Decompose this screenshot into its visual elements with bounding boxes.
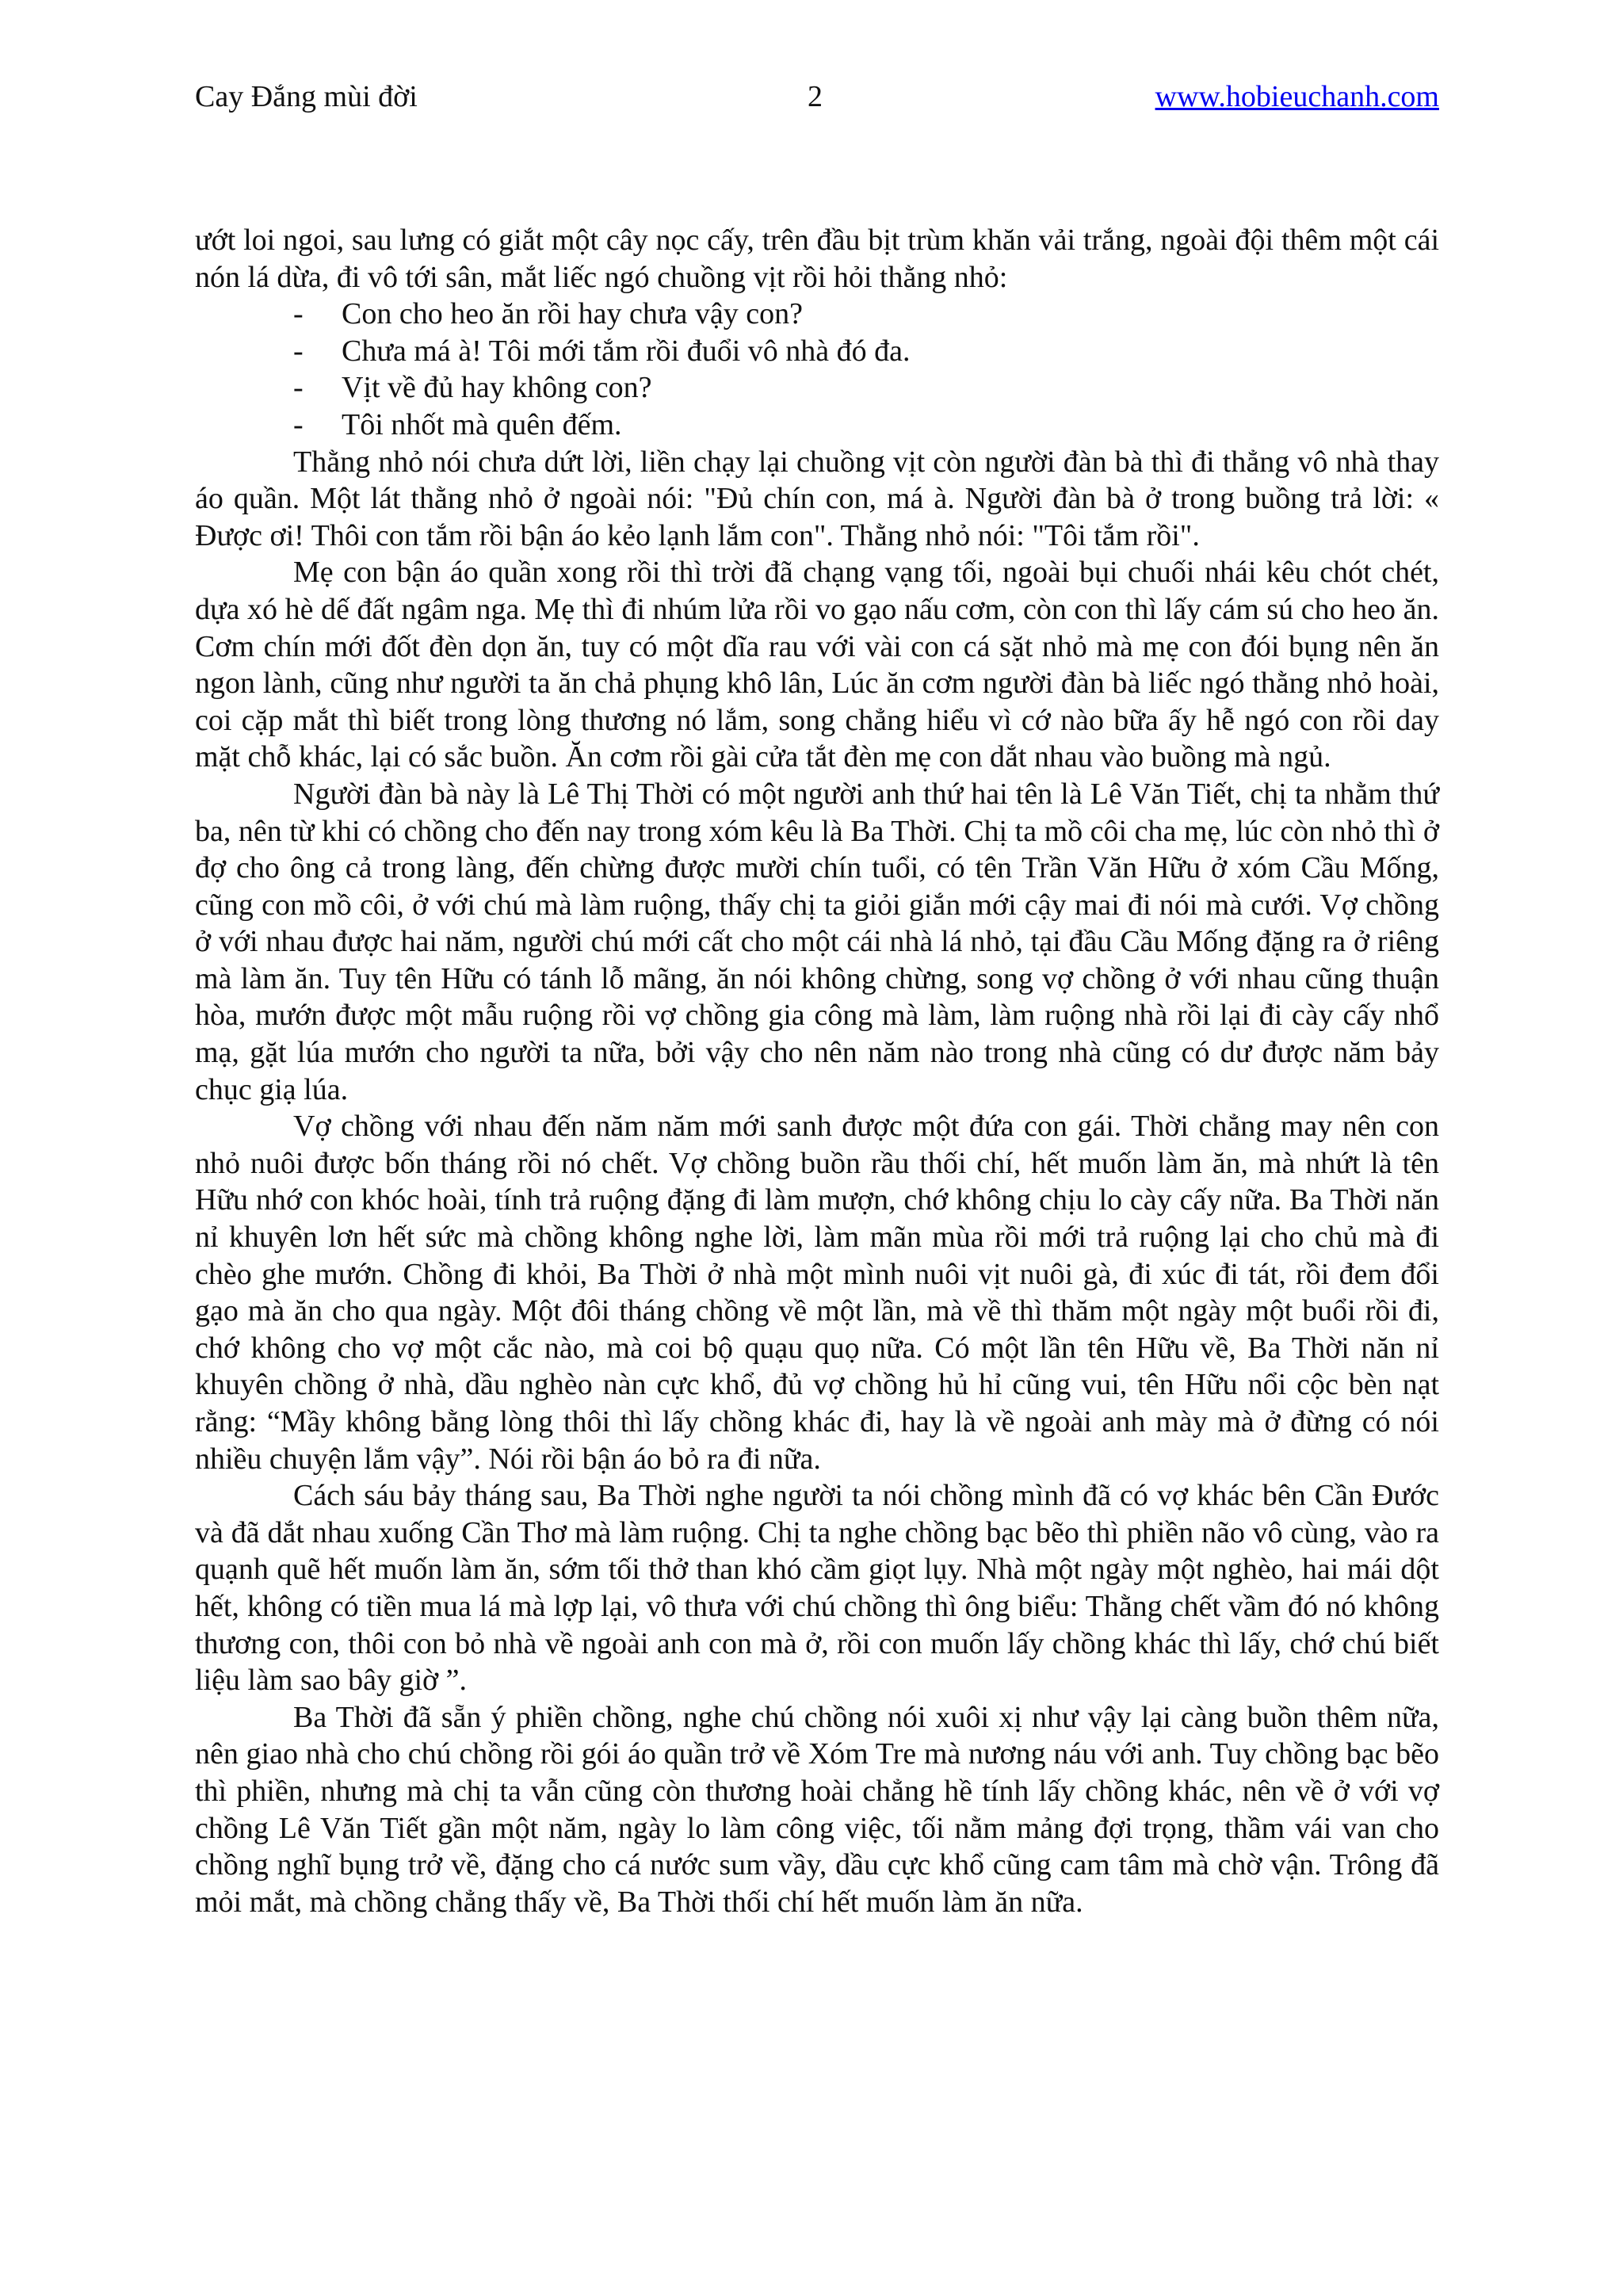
page-header bbox=[195, 73, 1439, 120]
dialogue-list bbox=[195, 296, 1439, 443]
dialogue-dash: - bbox=[293, 334, 304, 368]
page-number: 2 bbox=[808, 80, 823, 113]
dialogue-dash: - bbox=[293, 297, 304, 331]
paragraph: Thằng nhỏ nói chưa dứt lời, liền chạy lại chuồng vịt còn người đàn bà thì đi thẳng vô nhà thay áo quần. Một lát thằng nhỏ ở ngoài nói: "Đủ chín con, má à. Người đàn bà ở trong buồng trả lời: « Được ơi! Thôi con tắm rồi bận áo kẻo lạnh lắm con". Thằng nhỏ nói: "Tôi tắm rồi". bbox=[195, 445, 1439, 552]
dialogue-text: Tôi nhốt mà quên đếm. bbox=[342, 407, 622, 441]
dialogue-text: Con cho heo ăn rồi hay chưa vậy con? bbox=[342, 297, 803, 331]
dialogue-line bbox=[195, 369, 1439, 407]
paragraph: Người đàn bà này là Lê Thị Thời có một người anh thứ hai tên là Lê Văn Tiết, chị ta nhằm thứ ba, nên từ khi có chồng cho đến nay trong xóm kêu là Ba Thời. Chị ta mồ côi cha mẹ, lúc còn nhỏ thì ở đợ cho ông cả trong làng, đến chừng được mười chín tuổi, có tên Trần Văn Hữu ở xóm Cầu Mống, cũng con mồ côi, ở với chú mà làm ruộng, thấy chị ta giỏi giắn mới cậy mai đi nói mà cưới. Vợ chồng ở với nhau được hai năm, người chú mới cất cho một cái nhà lá nhỏ, tại đầu Cầu Mống đặng ra ở riêng mà làm ăn. Tuy tên Hữu có tánh lỗ mãng, ăn nói không chừng, song vợ chồng ở với nhau cũng thuận hòa, mướn được một mẫu ruộng rồi vợ chồng gia công mà làm, làm ruộng nhà rồi lại đi cày cấy nhổ mạ, gặt lúa mướn cho người ta nữa, bởi vậy cho nên năm nào trong nhà cũng có dư được năm bảy chục giạ lúa. bbox=[195, 777, 1439, 1106]
dialogue-line bbox=[195, 296, 1439, 333]
book-title: Cay Đắng mùi đời bbox=[195, 80, 418, 113]
dialogue-dash: - bbox=[293, 407, 304, 441]
website-link[interactable]: www.hobieuchanh.com bbox=[1155, 80, 1439, 113]
page-body bbox=[195, 222, 1439, 1920]
dialogue-line bbox=[195, 333, 1439, 370]
paragraph: Vợ chồng với nhau đến năm năm mới sanh được một đứa con gái. Thời chẳng may nên con nhỏ nuôi được bốn tháng rồi nó chết. Vợ chồng buồn rầu thối chí, hết muốn làm ăn, mà nhứt là tên Hữu nhớ con khóc hoài, tính trả ruộng đặng đi làm mượn, chớ không chịu lo cày cấy nữa. Ba Thời năn nỉ khuyên lơn hết sức mà chồng không nghe lời, làm mãn mùa rồi mới trả ruộng lại cho chủ mà đi chèo ghe mướn. Chồng đi khỏi, Ba Thời ở nhà một mình nuôi vịt nuôi gà, đi xúc đi tát, rồi đem đổi gạo mà ăn cho qua ngày. Một đôi tháng chồng về một lần, mà về thì thăm một ngày một buổi rồi đi, chớ không cho vợ một cắc nào, mà coi bộ quạu quọ nữa. Có một lần tên Hữu về, Ba Thời năn nỉ khuyên chồng ở nhà, dầu nghèo nàn cực khổ, đủ vợ chồng hủ hỉ cũng vui, tên Hữu nổi cộc bèn nạt rằng: “Mầy không bằng lòng thôi thì lấy chồng khác đi, hay là về ngoài anh mày mà ở đừng có nói nhiều chuyện lắm vậy”. Nói rồi bận áo bỏ ra đi nữa. bbox=[195, 1110, 1439, 1476]
opening-paragraph: ướt loi ngoi, sau lưng có giắt một cây nọc cấy, trên đầu bịt trùm khăn vải trắng, ngoài đội thêm một cái nón lá dừa, đi vô tới sân, mắt liếc ngó chuồng vịt rồi hỏi thằng nhỏ: bbox=[195, 223, 1439, 294]
paragraph: Mẹ con bận áo quần xong rồi thì trời đã chạng vạng tối, ngoài bụi chuối nhái kêu chót chét, dựa xó hè dế đất ngâm nga. Mẹ thì đi nhúm lửa rồi vo gạo nấu cơm, còn con thì lấy cám sú cho heo ăn. Cơm chín mới đốt đèn dọn ăn, tuy có một dĩa rau với vài con cá sặt nhỏ mà mẹ con đói bụng nên ăn ngon lành, cũng như người ta ăn chả phụng khô lân, Lúc ăn cơm người đàn bà liếc ngó thằng nhỏ hoài, coi cặp mắt thì biết trong lòng thương nó lắm, song chẳng hiểu vì cớ nào bữa ấy hễ ngó con rồi day mặt chỗ khác, lại có sắc buồn. Ăn cơm rồi gài cửa tắt đèn mẹ con dắt nhau vào buồng mà ngủ. bbox=[195, 556, 1439, 774]
dialogue-text: Chưa má à! Tôi mới tắm rồi đuổi vô nhà đó đa. bbox=[342, 334, 911, 368]
dialogue-line bbox=[195, 407, 1439, 444]
paragraph: Cách sáu bảy tháng sau, Ba Thời nghe người ta nói chồng mình đã có vợ khác bên Cần Đước và đã dắt nhau xuống Cần Thơ mà làm ruộng. Chị ta nghe chồng bạc bẽo thì phiền não vô cùng, vào ra quạnh quẽ hết muốn làm ăn, sớm tối thở than khó cầm giọt lụy. Nhà một ngày một nghèo, hai mái dột hết, không có tiền mua lá mà lợp lại, vô thưa với chú chồng thì ông biểu: Thằng chết vầm đó nó không thương con, thôi con bỏ nhà về ngoài anh con mà ở, rồi con muốn lấy chồng khác thì lấy, chớ chú biết liệu làm sao bây giờ ”. bbox=[195, 1479, 1439, 1698]
paragraph: Ba Thời đã sẵn ý phiền chồng, nghe chú chồng nói xuôi xị như vậy lại càng buồn thêm nữa, nên giao nhà cho chú chồng rồi gói áo quần trở về Xóm Tre mà nương náu với anh. Tuy chồng bạc bẽo thì phiền, nhưng mà chị ta vẫn cũng còn thương hoài chẳng hề tính lấy chồng khác, nên về ở với vợ chồng Lê Văn Tiết gần một năm, ngày lo làm công việc, tối nằm mảng đợi trọng, thầm vái van cho chồng nghĩ bụng trở về, đặng cho cá nước sum vầy, dầu cực khổ cũng cam tâm mà chờ vận. Trông đã mỏi mắt, mà chồng chẳng thấy về, Ba Thời thối chí hết muốn làm ăn nữa. bbox=[195, 1700, 1439, 1919]
dialogue-dash: - bbox=[293, 371, 304, 405]
dialogue-text: Vịt về đủ hay không con? bbox=[342, 371, 652, 405]
